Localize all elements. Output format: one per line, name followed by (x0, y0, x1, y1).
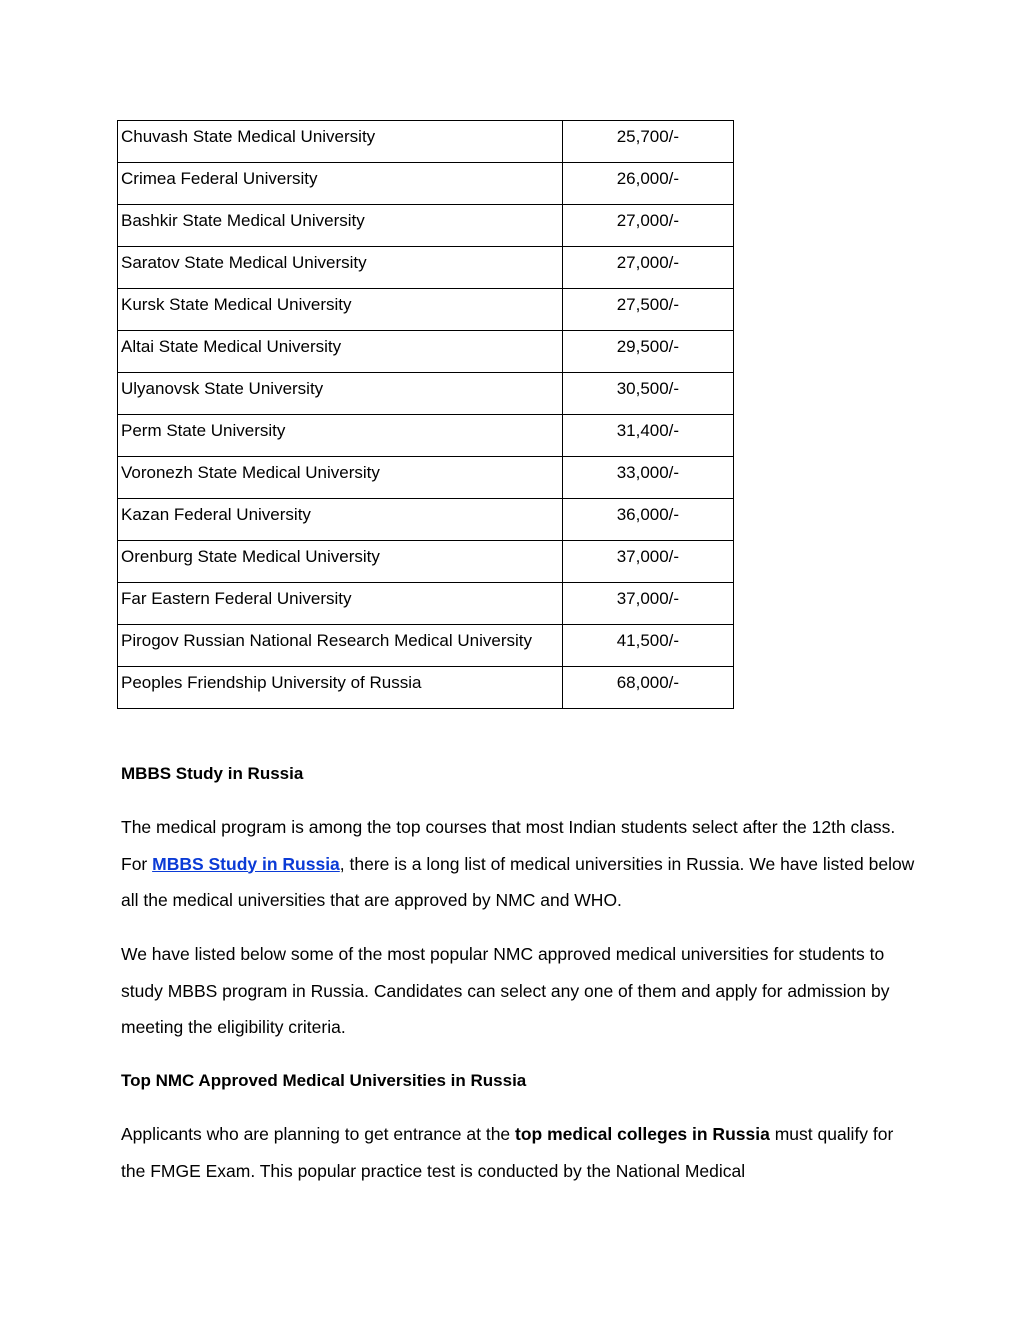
table-row (118, 457, 734, 499)
university-name-cell: Voronezh State Medical University (118, 457, 563, 499)
table-row (118, 205, 734, 247)
fee-cell: 26,000/- (562, 163, 733, 205)
table-row (118, 289, 734, 331)
university-fee-table (117, 120, 734, 709)
table-row (118, 415, 734, 457)
fmge-text-start: Applicants who are planning to get entrance at the (121, 1124, 516, 1144)
university-name-cell: Saratov State Medical University (118, 247, 563, 289)
table-row (118, 121, 734, 163)
intro-text-end: , there is a long list of medical universities in Russia. We have listed below all the medical universities that are approved by NMC and WHO. (121, 853, 915, 910)
fee-cell: 29,500/- (562, 331, 733, 373)
section-heading-top-nmc: Top NMC Approved Medical Universities in Russia (121, 1071, 527, 1090)
fee-cell: 33,000/- (562, 457, 733, 499)
table-row (118, 331, 734, 373)
university-name-cell: Perm State University (118, 415, 563, 457)
fmge-text-end: must qualify for the FMGE Exam. This popular practice test is conducted by the National Medical (121, 1124, 894, 1181)
fee-cell: 41,500/- (562, 625, 733, 667)
fee-cell: 27,500/- (562, 289, 733, 331)
university-name-cell: Far Eastern Federal University (118, 583, 563, 625)
table-row (118, 541, 734, 583)
fee-cell: 68,000/- (562, 667, 733, 709)
fee-cell: 27,000/- (562, 247, 733, 289)
top-medical-colleges-emphasis: top medical colleges in Russia (515, 1124, 770, 1144)
fee-cell: 36,000/- (562, 499, 733, 541)
university-name-cell: Crimea Federal University (118, 163, 563, 205)
table-row (118, 163, 734, 205)
table-row (118, 625, 734, 667)
university-name-cell: Bashkir State Medical University (118, 205, 563, 247)
fee-table-body (118, 121, 734, 709)
intro-text-start: The medical program is among the top courses that most Indian students select after the 12th class. For (121, 817, 896, 874)
table-row (118, 583, 734, 625)
university-name-cell: Chuvash State Medical University (118, 121, 563, 163)
table-row (118, 499, 734, 541)
university-name-cell: Peoples Friendship University of Russia (118, 667, 563, 709)
intro-paragraph (121, 809, 921, 919)
university-name-cell: Kursk State Medical University (118, 289, 563, 331)
university-name-cell: Orenburg State Medical University (118, 541, 563, 583)
table-row (118, 667, 734, 709)
fee-cell: 37,000/- (562, 583, 733, 625)
mbbs-study-in-russia-link[interactable]: MBBS Study in Russia (152, 853, 340, 874)
table-row (118, 247, 734, 289)
fmge-paragraph (121, 1116, 921, 1189)
university-name-cell: Ulyanovsk State University (118, 373, 563, 415)
fee-cell: 25,700/- (562, 121, 733, 163)
university-name-cell: Altai State Medical University (118, 331, 563, 373)
section-heading-mbbs-study: MBBS Study in Russia (121, 764, 304, 783)
fee-cell: 37,000/- (562, 541, 733, 583)
fee-cell: 31,400/- (562, 415, 733, 457)
university-name-cell: Pirogov Russian National Research Medical University (118, 625, 563, 667)
fee-cell: 30,500/- (562, 373, 733, 415)
fee-cell: 27,000/- (562, 205, 733, 247)
university-name-cell: Kazan Federal University (118, 499, 563, 541)
table-row (118, 373, 734, 415)
list-paragraph: We have listed below some of the most popular NMC approved medical universities for students to study MBBS program in Russia. Candidates can select any one of them and apply for admission by meeting the eligibility criteria. (121, 944, 890, 1037)
